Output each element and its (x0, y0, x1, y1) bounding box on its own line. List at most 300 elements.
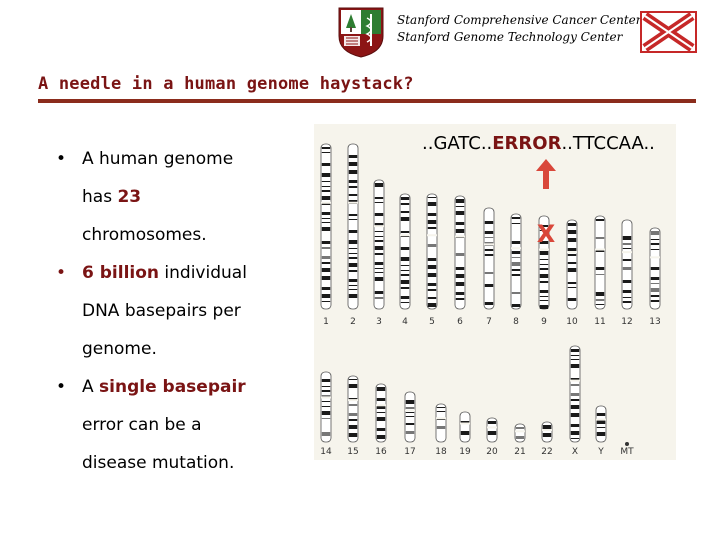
chromosome-band (322, 432, 330, 436)
chromosome-label: 11 (594, 317, 606, 327)
chromosome-band (428, 220, 436, 224)
chromosome-band (596, 292, 604, 296)
chromosome-band (349, 248, 357, 249)
chromosome-band (485, 284, 493, 287)
chromosome-band (406, 400, 414, 404)
chromosome-label: 15 (347, 447, 359, 457)
chromosome-label: 10 (566, 317, 578, 327)
chromosome-band (322, 268, 330, 272)
chromosome-band (375, 202, 383, 203)
chromosome (348, 144, 358, 309)
chromosome-band (596, 304, 604, 305)
bullet-3-line-3: disease mutation. (82, 453, 235, 473)
chromosome-band (322, 411, 330, 415)
chromosome-band (485, 221, 493, 224)
chromosome-band (401, 203, 409, 205)
chromosome-band (401, 270, 409, 271)
chromosome-band (437, 426, 445, 429)
chromosome-band (512, 257, 520, 258)
chromosome-band (406, 431, 414, 434)
chromosome (427, 194, 437, 309)
chromosome-band (623, 236, 631, 240)
chromosome-label: 6 (457, 317, 463, 327)
chromosome-band (571, 393, 579, 396)
bullet-list (56, 140, 306, 482)
bullet-3-line-1: • A single basepair (56, 368, 306, 406)
chromosome-band (322, 212, 330, 215)
centromere (539, 249, 549, 251)
bullet-1-line-1: • A human genome (56, 140, 306, 178)
chromosome-band (428, 227, 436, 229)
chromosome-band (349, 285, 357, 286)
centromere (321, 202, 331, 204)
chromosome-band (651, 300, 659, 302)
centromere (487, 426, 497, 428)
chromosome-band (349, 404, 357, 406)
chromosome-band (596, 219, 604, 221)
mutation-x-icon: X (536, 220, 556, 248)
chromosome-band (540, 274, 548, 278)
chromosome-band (571, 384, 579, 386)
chromosome-band (651, 239, 659, 240)
chromosome-band (349, 155, 357, 158)
chromosome-band (322, 287, 330, 290)
chromosome-band (322, 247, 330, 249)
chromosome-label: 3 (376, 317, 382, 327)
chromosome-band (568, 262, 576, 264)
chromosome-band (571, 413, 579, 417)
bullet-icon: • (56, 377, 67, 397)
chromosome-band (406, 416, 414, 417)
chromosome-band (349, 186, 357, 188)
header-line-1: Stanford Comprehensive Cancer Center (397, 13, 642, 27)
chromosome-band (349, 270, 357, 272)
chromosome-band (375, 253, 383, 255)
chromosome-band (322, 152, 330, 153)
chromosome-band (456, 206, 464, 207)
chromosome-band (401, 302, 409, 303)
bullet-2-line-3: genome. (82, 339, 157, 359)
chromosome-band (651, 295, 659, 297)
chromosome-band (428, 197, 436, 198)
chromosome-label: 17 (404, 447, 416, 457)
chromosome-band (596, 299, 604, 301)
bullet-icon: • (56, 263, 67, 283)
chromosome-band (401, 287, 409, 289)
chromosome-band (401, 247, 409, 250)
chromosome-label: 1 (323, 317, 329, 327)
chromosome-band (571, 364, 579, 368)
chromosome-band (485, 237, 493, 238)
chromosome-label: 13 (649, 317, 661, 327)
karyotype-image (314, 124, 676, 460)
centromere (650, 256, 660, 258)
chromosome-band (375, 262, 383, 265)
centromere (436, 417, 446, 419)
chromosome-band (456, 211, 464, 215)
chromosome-band (349, 194, 357, 196)
chromosome-band (597, 427, 605, 428)
chromosome-band (540, 300, 548, 301)
chromosome-band (406, 407, 414, 409)
chromosome-band (375, 291, 383, 294)
centromere (596, 419, 606, 421)
chromosome-band (375, 277, 383, 281)
chromosome-band (571, 359, 579, 360)
chromosome-band (322, 256, 330, 259)
chromosome-label: 14 (320, 447, 332, 457)
chromosome-label: 9 (541, 317, 547, 327)
chromosome-band (571, 399, 579, 401)
chromosome-band (485, 231, 493, 234)
chromosome-band (568, 238, 576, 242)
chromosome-label: Y (598, 447, 604, 457)
chromosome-band (349, 419, 357, 421)
chromosome-band (349, 384, 357, 388)
chromosome-band (512, 304, 520, 307)
chromosome-band (401, 265, 409, 266)
chromosome-label: 8 (513, 317, 519, 327)
chromosome-band (349, 170, 357, 174)
chromosome-band (623, 243, 631, 245)
dna-sequence: ..GATC..ERROR..TTCCAA.. (422, 133, 655, 154)
chromosome-label: 2 (350, 317, 356, 327)
chromosome-band (456, 267, 464, 270)
chromosome-band (322, 173, 330, 177)
chromosome-band (461, 431, 469, 435)
chromosome-label: X (571, 447, 579, 457)
chromosome-band (401, 211, 409, 213)
chromosome-band (401, 257, 409, 261)
chromosome-band (349, 413, 357, 416)
chromosome-band (568, 223, 576, 226)
chromosome-band (568, 287, 576, 288)
chromosome-label: 19 (459, 447, 471, 457)
chromosome-band (568, 230, 576, 234)
chromosome-band (623, 267, 631, 270)
chromosome-band (322, 276, 330, 280)
centromere (405, 410, 415, 412)
sequence-error: ERROR (492, 133, 562, 154)
chromosome-band (428, 283, 436, 286)
chromosome-band (456, 274, 464, 278)
chromosome-band (540, 281, 548, 283)
chromosome-band (623, 301, 631, 303)
highlight-23: 23 (117, 187, 142, 207)
chromosome-band (322, 147, 330, 149)
chromosome-band (540, 305, 548, 309)
chromosome-band (571, 355, 579, 356)
centromere (595, 249, 605, 251)
chromosome-band (322, 222, 330, 223)
chromosome-band (428, 202, 436, 206)
chromosome-band (322, 418, 330, 419)
chromosome-band (375, 236, 383, 237)
chromosome-band (568, 298, 576, 301)
centromere (570, 380, 580, 382)
chromosome-band (428, 244, 436, 247)
title-divider (38, 99, 696, 103)
chromosome-band (596, 274, 604, 275)
chromosome-band (623, 290, 631, 293)
chromosome-band (322, 301, 330, 302)
chromosome-band (375, 213, 383, 216)
chromosome-band (512, 269, 520, 271)
chromosome-band (322, 294, 330, 298)
chromosome-label: 16 (375, 447, 387, 457)
chromosome-band (512, 292, 520, 294)
chromosome-band (651, 283, 659, 284)
chromosome (460, 412, 470, 442)
chromosome-label: 5 (429, 317, 435, 327)
chromosome-band (456, 222, 464, 225)
chromosome-label: 4 (402, 317, 408, 327)
chromosome-band (428, 273, 436, 277)
chromosome-band (349, 289, 357, 290)
chromosome-label: 21 (514, 447, 526, 457)
chromosome (622, 220, 632, 309)
chromosome-band (401, 280, 409, 284)
chromosome-band (540, 268, 548, 270)
chromosome-band (623, 259, 631, 261)
centromere (348, 399, 358, 401)
chromosome-band (651, 288, 659, 292)
chromosome-band (540, 290, 548, 293)
chromosome-band (375, 231, 383, 232)
chromosome-band (377, 435, 385, 439)
centromere (374, 225, 384, 227)
chromosome-band (488, 421, 496, 424)
chromosome-band (322, 186, 330, 187)
centromere (511, 247, 521, 249)
chromosome-band (596, 237, 604, 239)
mitochondrial-dna (625, 442, 629, 446)
centromere (622, 251, 632, 253)
chromosome-band (568, 268, 576, 272)
chromosome-band (571, 431, 579, 435)
chromosome-band (543, 425, 551, 429)
chromosome-band (322, 163, 330, 166)
bullet-2-line-1: • 6 billion individual (56, 254, 306, 292)
chromosome-band (322, 401, 330, 402)
chromosome-band (428, 265, 436, 269)
chromosome-label: 12 (621, 317, 633, 327)
chromosome-band (597, 413, 605, 416)
header-text (397, 12, 642, 46)
chromosome-band (568, 254, 576, 256)
chromosome-band (456, 292, 464, 295)
chromosome-band (485, 272, 493, 274)
chromosome-band (543, 433, 551, 437)
chromosome-band (349, 253, 357, 254)
chromosome-band (322, 390, 330, 392)
chromosome-band (488, 431, 496, 435)
chromosome-band (571, 405, 579, 409)
slide-title: A needle in a human genome haystack? (38, 74, 414, 94)
chromosome-band (401, 296, 409, 299)
chromosome (436, 404, 446, 442)
chromosome-band (349, 379, 357, 380)
chromosome-band (512, 262, 520, 266)
chromosome-band (512, 274, 520, 276)
chromosome-band (322, 379, 330, 382)
chromosome-band (516, 427, 524, 429)
chromosome-band (651, 277, 659, 280)
chromosome-band (485, 249, 493, 251)
chromosome-band (322, 406, 330, 407)
chromosome-band (512, 241, 520, 244)
centromere (348, 202, 358, 204)
chromosome-band (571, 424, 579, 427)
chromosome-band (322, 218, 330, 219)
chromosome-band (485, 254, 493, 256)
bullet-icon: • (56, 149, 67, 169)
chromosome-band (596, 267, 604, 270)
centromere (460, 423, 470, 425)
chromosome-band (377, 428, 385, 431)
chromosome-band (377, 412, 385, 413)
chromosome-band (401, 197, 409, 200)
bullet-3-line-2: error can be a (82, 415, 202, 435)
chromosome-band (456, 229, 464, 233)
chromosome-band (375, 268, 383, 269)
chromosome-band (623, 248, 631, 249)
bullet-2-line-2: DNA basepairs per (82, 301, 241, 321)
centromere (567, 251, 577, 253)
chromosome-band (437, 411, 445, 412)
chromosome-band (437, 407, 445, 408)
centromere (400, 234, 410, 236)
chromosome-band (375, 246, 383, 250)
chromosome-band (377, 417, 385, 421)
chromosome-band (540, 259, 548, 260)
chromosome-band (568, 282, 576, 284)
chromosome-band (540, 296, 548, 297)
chromosome-band (322, 241, 330, 244)
chromosome-band (322, 181, 330, 182)
chromosome-band (540, 251, 548, 255)
chromosome-band (349, 162, 357, 166)
chromosome-label: 20 (486, 447, 498, 457)
centromere (542, 429, 552, 431)
chromosome-labels-row-2 (320, 447, 634, 457)
centromere (484, 243, 494, 245)
chromosome-band (349, 294, 357, 298)
header-line-2: Stanford Genome Technology Center (397, 30, 623, 44)
chromosome-band (651, 243, 659, 245)
chromosome-band (349, 425, 357, 429)
chromosome-band (375, 297, 383, 299)
chromosome-band (623, 280, 631, 283)
chromosome-band (349, 180, 357, 183)
chromosome-label: 18 (435, 447, 447, 457)
centromere (455, 236, 465, 238)
chromosome-row-2 (321, 346, 629, 446)
chromosome-band (568, 248, 576, 251)
chromosome-band (322, 227, 330, 231)
chromosome-band (571, 438, 579, 439)
centromere (515, 430, 525, 432)
chromosome-band (512, 217, 520, 219)
chromosome-band (516, 436, 524, 439)
chromosome-band (375, 183, 383, 187)
chromosome-band (623, 297, 631, 298)
chromosome (374, 180, 384, 309)
chromosome-band (375, 240, 383, 242)
up-arrow-icon (535, 158, 557, 190)
chromosome-band (375, 272, 383, 273)
chromosome-band (406, 412, 414, 413)
chromosome-band (377, 387, 385, 391)
chromosome-band (512, 251, 520, 254)
chromosome-band (349, 230, 357, 233)
chromosome-band (428, 289, 436, 291)
chromosome-band (428, 303, 436, 307)
chromosome-band (349, 219, 357, 220)
chromosome-band (456, 298, 464, 300)
centromere (376, 404, 386, 406)
chromosome-band (322, 190, 330, 192)
chromosome-band (485, 302, 493, 305)
chromosome-band (349, 240, 357, 244)
chromosome-band (349, 214, 357, 216)
highlight-6-billion: 6 billion (82, 263, 160, 283)
chromosome-band (651, 231, 659, 235)
bullet-1-line-3: chromosomes. (82, 225, 207, 245)
chromosome (515, 424, 525, 442)
chromosome-label: MT (620, 447, 634, 457)
chromosome-label: 7 (486, 317, 492, 327)
highlight-single-basepair: single basepair (99, 377, 246, 397)
chromosome-band (597, 432, 605, 436)
chromosome-band (349, 263, 357, 267)
chromosome-band (651, 267, 659, 270)
chromosome-band (428, 213, 436, 216)
chromosome-row-1 (321, 144, 660, 309)
chromosome-band (349, 433, 357, 437)
chromosome-band (377, 398, 385, 401)
chromosome-band (456, 253, 464, 256)
chromosome-band (456, 282, 464, 286)
chromosome-band (428, 297, 436, 299)
chromosome-band (406, 423, 414, 425)
chromosome-band (322, 196, 330, 200)
chromosome-labels-row-1 (323, 317, 661, 327)
chromosome-band (401, 274, 409, 276)
chromosome-band (651, 249, 659, 250)
chromosome-band (540, 264, 548, 265)
chromosome-band (322, 386, 330, 387)
chromosome-band (322, 262, 330, 264)
chromosome-band (401, 231, 409, 233)
chromosome (321, 144, 331, 309)
chromosome-band (571, 349, 579, 352)
chromosome (511, 214, 521, 309)
stanford-medicine-logo (336, 6, 386, 58)
chromosome-band (375, 197, 383, 199)
centromere (427, 234, 437, 236)
chromosome-band (512, 223, 520, 224)
chromosome-band (401, 217, 409, 221)
bullet-1-line-2: has 23 (82, 187, 142, 207)
chromosome-band (349, 279, 357, 282)
chromosome-band (428, 258, 436, 261)
genome-center-logo (640, 11, 697, 53)
centromere (321, 397, 331, 399)
chromosome-label: 22 (541, 447, 553, 457)
chromosome-band (456, 199, 464, 203)
chromosome-band (349, 257, 357, 259)
